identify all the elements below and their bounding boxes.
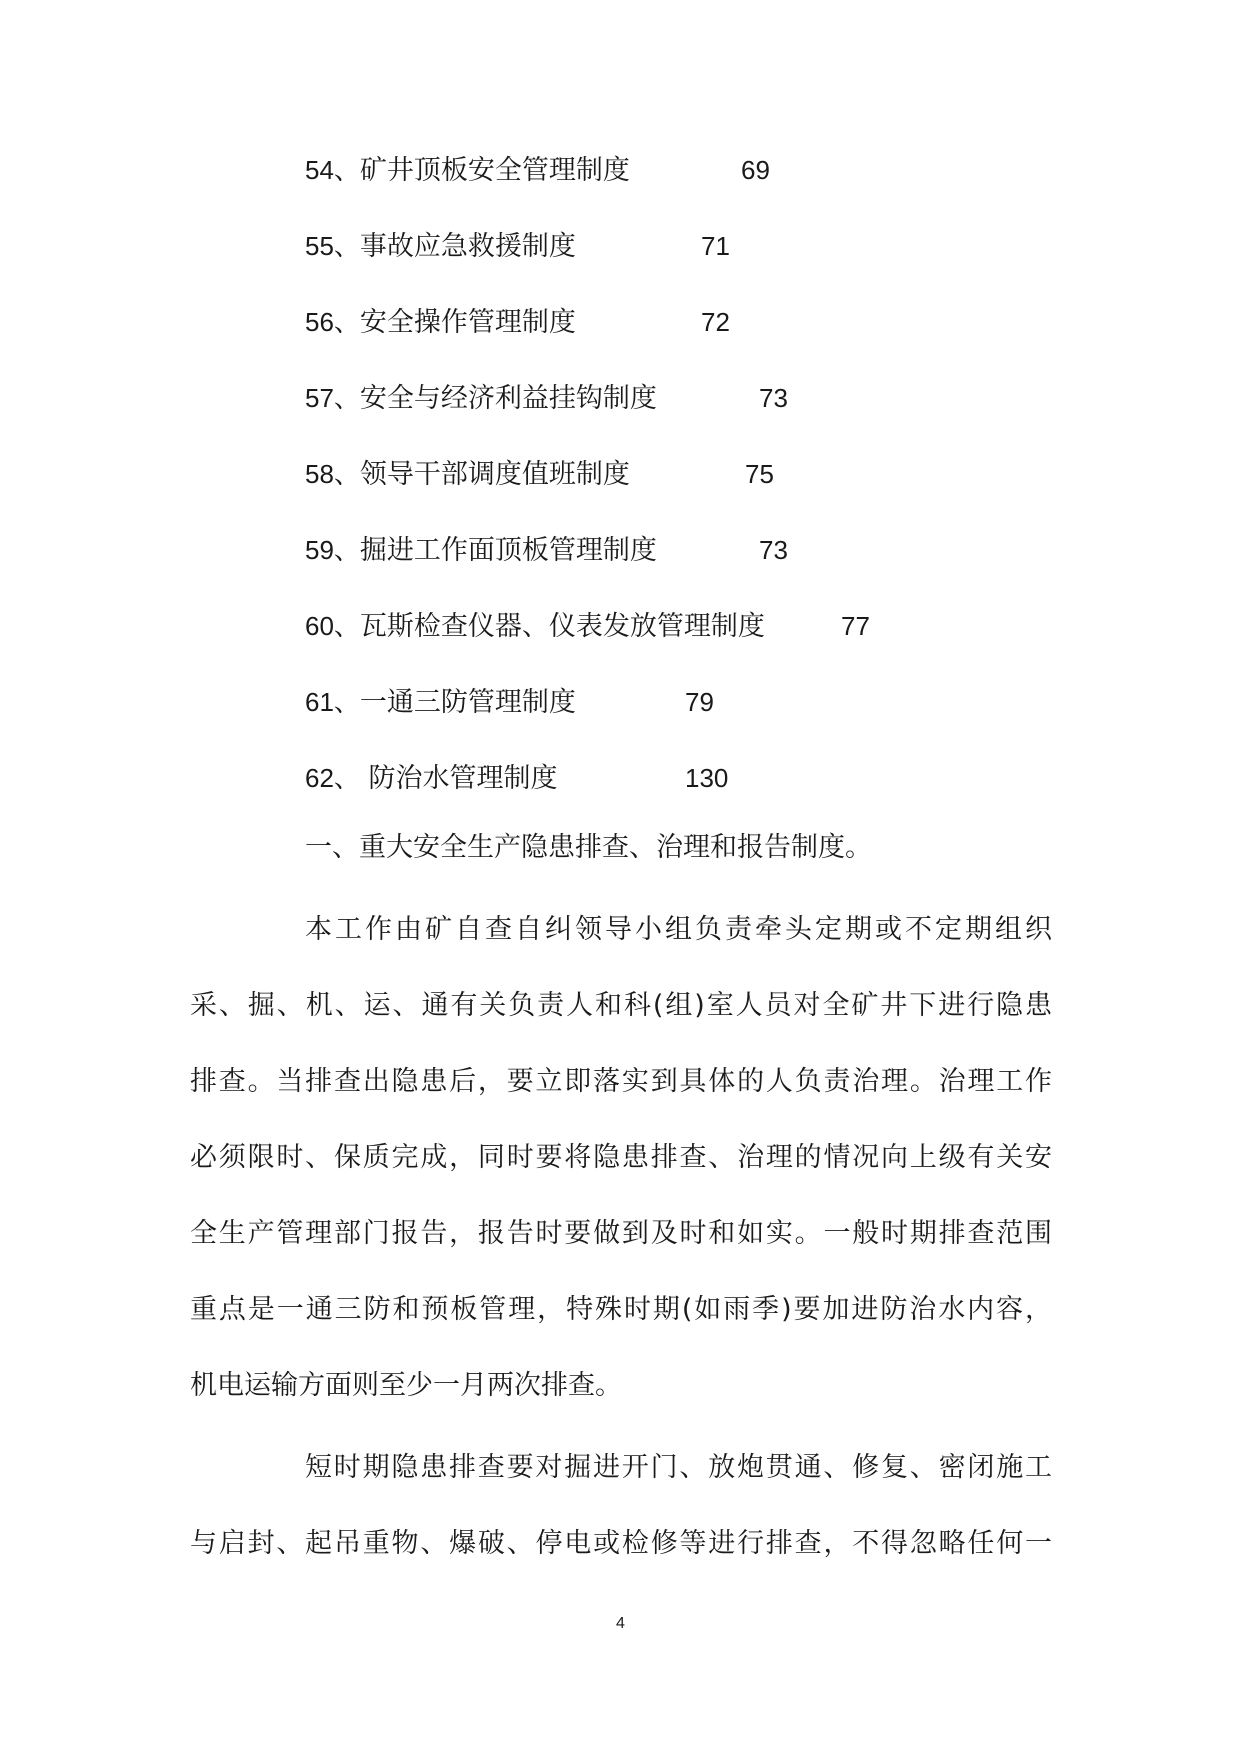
toc-title: 一通三防管理制度: [359, 687, 576, 718]
paragraph-line: 重点是一通三防和预板管理，特殊时期(如雨季)要加进防治水内容，: [190, 1294, 1052, 1325]
paragraph-line: 本工作由矿自查自纠领导小组负责牵头定期或不定期组织: [305, 914, 1052, 945]
toc-title: 安全与经济利益挂钩制度: [359, 383, 657, 414]
toc-number: 61、: [305, 687, 360, 717]
paragraph-line: 采、掘、机、运、通有关负责人和科(组)室人员对全矿井下进行隐患: [190, 990, 1052, 1021]
toc-number: 57、: [305, 383, 360, 413]
toc-title: 掘进工作面顶板管理制度: [359, 535, 657, 566]
toc-title: 领导干部调度值班制度: [359, 459, 630, 490]
toc-page-number: 69: [741, 155, 770, 185]
toc-page-number: 77: [841, 611, 870, 641]
toc-entry-58: [305, 454, 774, 494]
paragraph-line: 全生产管理部门报告，报告时要做到及时和如实。一般时期排查范围: [190, 1218, 1052, 1249]
toc-number: 56、: [305, 307, 360, 337]
toc-page-number: 130: [685, 763, 729, 793]
toc-title: 安全操作管理制度: [359, 307, 576, 338]
toc-number: 62、: [305, 763, 360, 793]
toc-title: 事故应急救援制度: [359, 231, 576, 262]
page-number: 4: [616, 1615, 625, 1632]
toc-entry-62: [305, 758, 729, 798]
toc-title: 矿井顶板安全管理制度: [359, 155, 630, 186]
toc-entry-55: [305, 226, 730, 266]
toc-title: 瓦斯检查仪器、仪表发放管理制度: [359, 611, 765, 642]
toc-title: 防治水管理制度: [359, 763, 558, 794]
toc-page-number: 75: [745, 459, 774, 489]
section-heading: 一、重大安全生产隐患排查、治理和报告制度。: [305, 832, 872, 863]
toc-entry-60: [305, 606, 870, 646]
paragraph-line: 与启封、起吊重物、爆破、停电或检修等进行排查，不得忽略任何一: [190, 1528, 1052, 1559]
toc-number: 58、: [305, 459, 360, 489]
toc-page-number: 72: [701, 307, 730, 337]
toc-number: 60、: [305, 611, 360, 641]
toc-page-number: 73: [759, 383, 788, 413]
toc-entry-61: [305, 682, 714, 722]
toc-entry-56: [305, 302, 730, 342]
toc-number: 59、: [305, 535, 360, 565]
paragraph-line: 必须限时、保质完成，同时要将隐患排查、治理的情况向上级有关安: [190, 1142, 1052, 1173]
toc-entry-59: [305, 530, 788, 570]
toc-page-number: 73: [759, 535, 788, 565]
toc-number: 54、: [305, 155, 360, 185]
toc-number: 55、: [305, 231, 360, 261]
toc-entry-54: [305, 150, 770, 190]
paragraph-line: 排查。当排查出隐患后，要立即落实到具体的人负责治理。治理工作: [190, 1066, 1052, 1097]
toc-page-number: 71: [701, 231, 730, 261]
toc-page-number: 79: [685, 687, 714, 717]
toc-entry-57: [305, 378, 788, 418]
paragraph-line: 机电运输方面则至少一月两次排查。: [190, 1370, 622, 1401]
paragraph-line: 短时期隐患排查要对掘进开门、放炮贯通、修复、密闭施工: [305, 1452, 1052, 1483]
